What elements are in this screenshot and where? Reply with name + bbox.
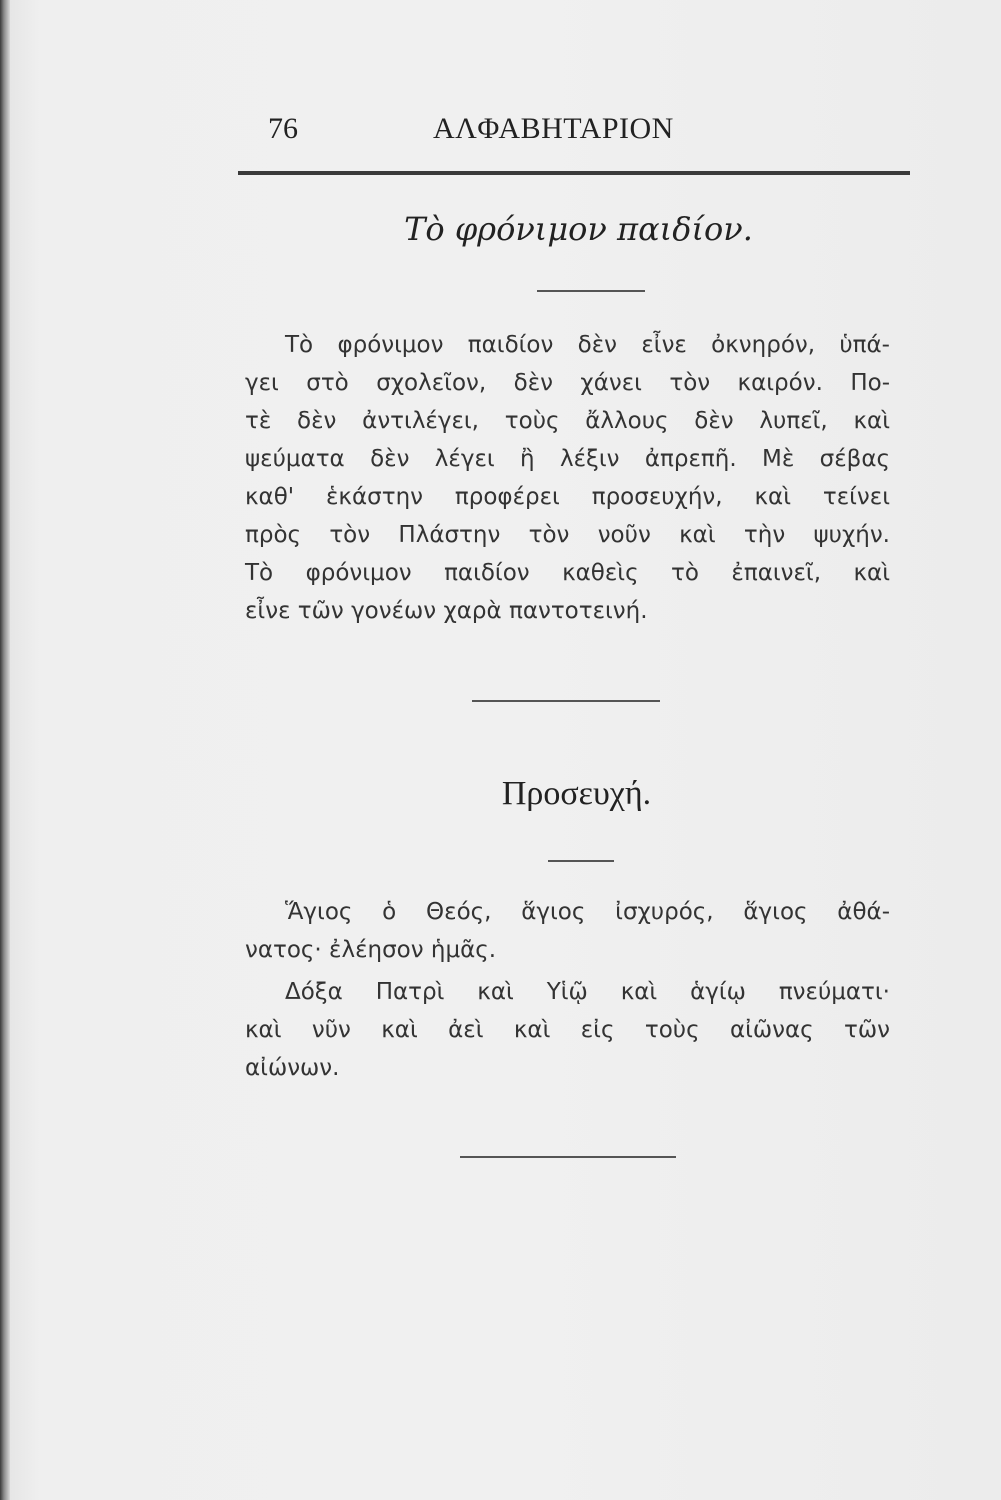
title-divider — [537, 290, 645, 292]
section-title-prayer: Προσευχή. — [501, 775, 652, 812]
text-line: καὶ νῦν καὶ ἀεὶ καὶ εἰς τοὺς αἰῶνας τῶν — [245, 1017, 890, 1043]
text-line: νατος· ἐλέησον ἡμᾶς. — [245, 937, 497, 963]
paragraph-prayer — [245, 893, 890, 1087]
page-binding-edge — [0, 0, 10, 1500]
header-rule — [238, 171, 910, 175]
text-line: γει στὸ σχολεῖον, δὲν χάνει τὸν καιρόν. Πο- — [245, 370, 890, 396]
text-line: πρὸς τὸν Πλάστην τὸν νοῦν καὶ τὴν ψυχήν. — [245, 522, 890, 548]
running-title: ΑΛΦΑΒΗΤΑΡΙΟΝ — [433, 112, 674, 145]
text-line: αἰώνων. — [245, 1055, 340, 1081]
page-header — [240, 112, 910, 157]
text-line: εἶνε τῶν γονέων χαρὰ παντοτεινή. — [245, 598, 648, 624]
text-line: Τὸ φρόνιμον παιδίον καθεὶς τὸ ἐπαινεῖ, καὶ — [245, 560, 890, 586]
text-line: Ἅγιος ὁ Θεός, ἅγιος ἰσχυρός, ἅγιος ἀθά- — [285, 899, 890, 925]
end-divider — [460, 1156, 676, 1158]
text-line: Τὸ φρόνιμον παιδίον δὲν εἶνε ὀκνηρόν, ὑπά- — [285, 332, 890, 358]
text-line: Δόξα Πατρὶ καὶ Υἱῷ καὶ ἁγίῳ πνεύματι· — [285, 979, 890, 1005]
title-divider — [548, 860, 614, 862]
paragraph-phronimon — [245, 326, 890, 630]
text-line: καθ' ἑκάστην προφέρει προσευχήν, καὶ τείνει — [245, 484, 890, 510]
text-line: τὲ δὲν ἀντιλέγει, τοὺς ἄλλους δὲν λυπεῖ, καὶ — [245, 408, 890, 434]
section-title-phronimon: Τὸ φρόνιμον παιδίον. — [404, 210, 753, 248]
page-number: 76 — [268, 112, 298, 145]
section-divider — [472, 700, 660, 702]
text-line: ψεύματα δὲν λέγει ἢ λέξιν ἀπρεπῆ. Μὲ σέβας — [245, 446, 890, 472]
